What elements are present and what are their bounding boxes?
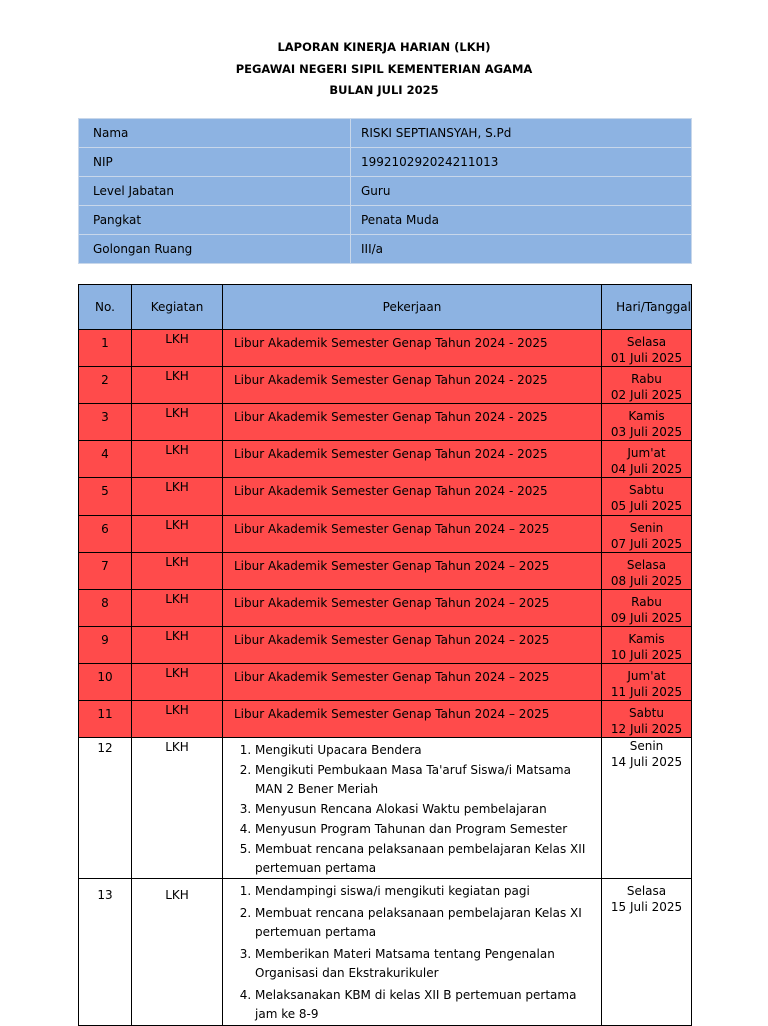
row-number: 11 (79, 701, 132, 738)
task-item: 5. Membuat rencana pelaksanaan pembelajaran Kelas XII pertemuan pertama (255, 840, 601, 878)
row-pekerjaan: Libur Akademik Semester Genap Tahun 2024 – 2025 (223, 516, 602, 553)
row-pekerjaan: Libur Akademik Semester Genap Tahun 2024 - 2025 (223, 478, 602, 516)
row-date (602, 441, 692, 478)
row-date (602, 404, 692, 441)
report-title: LAPORAN KINERJA HARIAN (LKH) (277, 40, 491, 54)
row-kegiatan: LKH (132, 701, 223, 738)
table-header-row (79, 285, 692, 330)
row-number: 4 (79, 441, 132, 478)
row-date-value: 12 Juli 2025 (610, 722, 683, 736)
employee-info-table (78, 118, 692, 264)
info-value: Penata Muda (351, 206, 692, 235)
row-date (602, 478, 692, 516)
info-value: 199210292024211013 (351, 148, 692, 177)
row-date-value: 14 Juli 2025 (610, 755, 683, 769)
row-day-name: Selasa (626, 335, 667, 349)
table-row (79, 627, 692, 664)
row-pekerjaan: Libur Akademik Semester Genap Tahun 2024 – 2025 (223, 701, 602, 738)
table-row (79, 738, 692, 879)
task-item: 3. Memberikan Materi Matsama tentang Pengenalan Organisasi dan Ekstrakurikuler (255, 945, 601, 983)
row-date-value: 03 Juli 2025 (610, 425, 683, 439)
table-row (79, 330, 692, 367)
row-number: 13 (79, 879, 132, 1026)
report-period: BULAN JULI 2025 (329, 83, 439, 97)
activity-table (78, 284, 692, 1026)
row-day-name: Rabu (631, 595, 662, 609)
row-pekerjaan: Libur Akademik Semester Genap Tahun 2024 – 2025 (223, 627, 602, 664)
row-date-value: 05 Juli 2025 (610, 499, 683, 513)
info-label: Golongan Ruang (79, 235, 351, 264)
task-item: 1. Mendampingi siswa/i mengikuti kegiatan pagi (255, 882, 601, 901)
table-row (79, 590, 692, 627)
row-kegiatan: LKH (132, 478, 223, 516)
task-item: 4. Menyusun Program Tahunan dan Program Semester (255, 820, 601, 839)
row-number: 8 (79, 590, 132, 627)
col-header-pekerjaan: Pekerjaan (223, 285, 602, 330)
col-header-kegiatan: Kegiatan (132, 285, 223, 330)
row-day-name: Selasa (626, 558, 667, 572)
row-number: 6 (79, 516, 132, 553)
row-kegiatan: LKH (132, 553, 223, 590)
col-header-no: No. (79, 285, 132, 330)
row-kegiatan: LKH (132, 738, 223, 879)
task-item: 2. Mengikuti Pembukaan Masa Ta'aruf Siswa/i Matsama MAN 2 Bener Meriah (255, 761, 601, 799)
row-kegiatan: LKH (132, 404, 223, 441)
row-date-value: 11 Juli 2025 (610, 685, 683, 699)
row-pekerjaan: Libur Akademik Semester Genap Tahun 2024 - 2025 (223, 441, 602, 478)
info-label: Nama (79, 119, 351, 148)
row-day-name: Sabtu (629, 706, 664, 720)
row-day-name: Senin (629, 739, 664, 753)
info-value: Guru (351, 177, 692, 206)
info-row (79, 206, 692, 235)
info-label: Pangkat (79, 206, 351, 235)
info-label: Level Jabatan (79, 177, 351, 206)
task-item: 1. Mengikuti Upacara Bendera (255, 741, 601, 760)
row-pekerjaan: Libur Akademik Semester Genap Tahun 2024 – 2025 (223, 664, 602, 701)
row-day-name: Kamis (628, 632, 665, 646)
row-day-name: Kamis (628, 409, 665, 423)
info-row (79, 177, 692, 206)
row-number: 9 (79, 627, 132, 664)
task-list (223, 741, 601, 878)
row-date-value: 09 Juli 2025 (610, 611, 683, 625)
row-day-name: Rabu (631, 372, 662, 386)
row-pekerjaan: Libur Akademik Semester Genap Tahun 2024 - 2025 (223, 330, 602, 367)
row-number: 12 (79, 738, 132, 879)
row-number: 3 (79, 404, 132, 441)
table-row (79, 478, 692, 516)
row-date (602, 738, 692, 879)
table-row (79, 367, 692, 404)
task-item: 4. Melaksanakan KBM di kelas XII B pertemuan pertama jam ke 8-9 (255, 986, 601, 1024)
row-pekerjaan: Libur Akademik Semester Genap Tahun 2024 - 2025 (223, 404, 602, 441)
row-date (602, 330, 692, 367)
row-date (602, 590, 692, 627)
table-row (79, 553, 692, 590)
table-row (79, 441, 692, 478)
table-row (79, 879, 692, 1026)
col-header-hari: Hari/Tanggal (602, 285, 692, 330)
table-row (79, 404, 692, 441)
row-pekerjaan: Libur Akademik Semester Genap Tahun 2024 – 2025 (223, 590, 602, 627)
row-kegiatan: LKH (132, 441, 223, 478)
report-subtitle: PEGAWAI NEGERI SIPIL KEMENTERIAN AGAMA (235, 62, 533, 76)
row-date (602, 879, 692, 1026)
table-row (79, 516, 692, 553)
info-row (79, 119, 692, 148)
row-date-value: 07 Juli 2025 (610, 537, 683, 551)
row-date (602, 516, 692, 553)
row-kegiatan: LKH (132, 664, 223, 701)
row-day-name: Jum'at (627, 669, 666, 683)
task-list (223, 882, 601, 1024)
info-row (79, 148, 692, 177)
row-kegiatan: LKH (132, 367, 223, 404)
info-value: III/a (351, 235, 692, 264)
row-number: 7 (79, 553, 132, 590)
info-value: RISKI SEPTIANSYAH, S.Pd (351, 119, 692, 148)
info-label: NIP (79, 148, 351, 177)
row-kegiatan: LKH (132, 516, 223, 553)
row-day-name: Jum'at (627, 446, 666, 460)
table-row (79, 701, 692, 738)
row-date (602, 664, 692, 701)
task-item: 2. Membuat rencana pelaksanaan pembelajaran Kelas XI pertemuan pertama (255, 904, 601, 942)
row-date (602, 367, 692, 404)
row-date-value: 01 Juli 2025 (610, 351, 683, 365)
row-day-name: Senin (629, 521, 664, 535)
task-item: 3. Menyusun Rencana Alokasi Waktu pembelajaran (255, 800, 601, 819)
info-row (79, 235, 692, 264)
row-pekerjaan: Libur Akademik Semester Genap Tahun 2024 - 2025 (223, 367, 602, 404)
row-number: 10 (79, 664, 132, 701)
table-row (79, 664, 692, 701)
row-date-value: 08 Juli 2025 (610, 574, 683, 588)
row-day-name: Selasa (626, 884, 667, 898)
row-date (602, 553, 692, 590)
row-date-value: 15 Juli 2025 (610, 900, 683, 914)
row-date-value: 10 Juli 2025 (610, 648, 683, 662)
row-date (602, 701, 692, 738)
row-date-value: 02 Juli 2025 (610, 388, 683, 402)
row-kegiatan: LKH (132, 590, 223, 627)
row-date-value: 04 Juli 2025 (610, 462, 683, 476)
row-pekerjaan (223, 738, 602, 879)
row-kegiatan: LKH (132, 330, 223, 367)
row-number: 2 (79, 367, 132, 404)
row-number: 5 (79, 478, 132, 516)
row-date (602, 627, 692, 664)
row-pekerjaan (223, 879, 602, 1026)
row-pekerjaan: Libur Akademik Semester Genap Tahun 2024 – 2025 (223, 553, 602, 590)
row-number: 1 (79, 330, 132, 367)
row-kegiatan: LKH (132, 627, 223, 664)
row-day-name: Sabtu (629, 483, 664, 497)
row-kegiatan: LKH (132, 879, 223, 1026)
